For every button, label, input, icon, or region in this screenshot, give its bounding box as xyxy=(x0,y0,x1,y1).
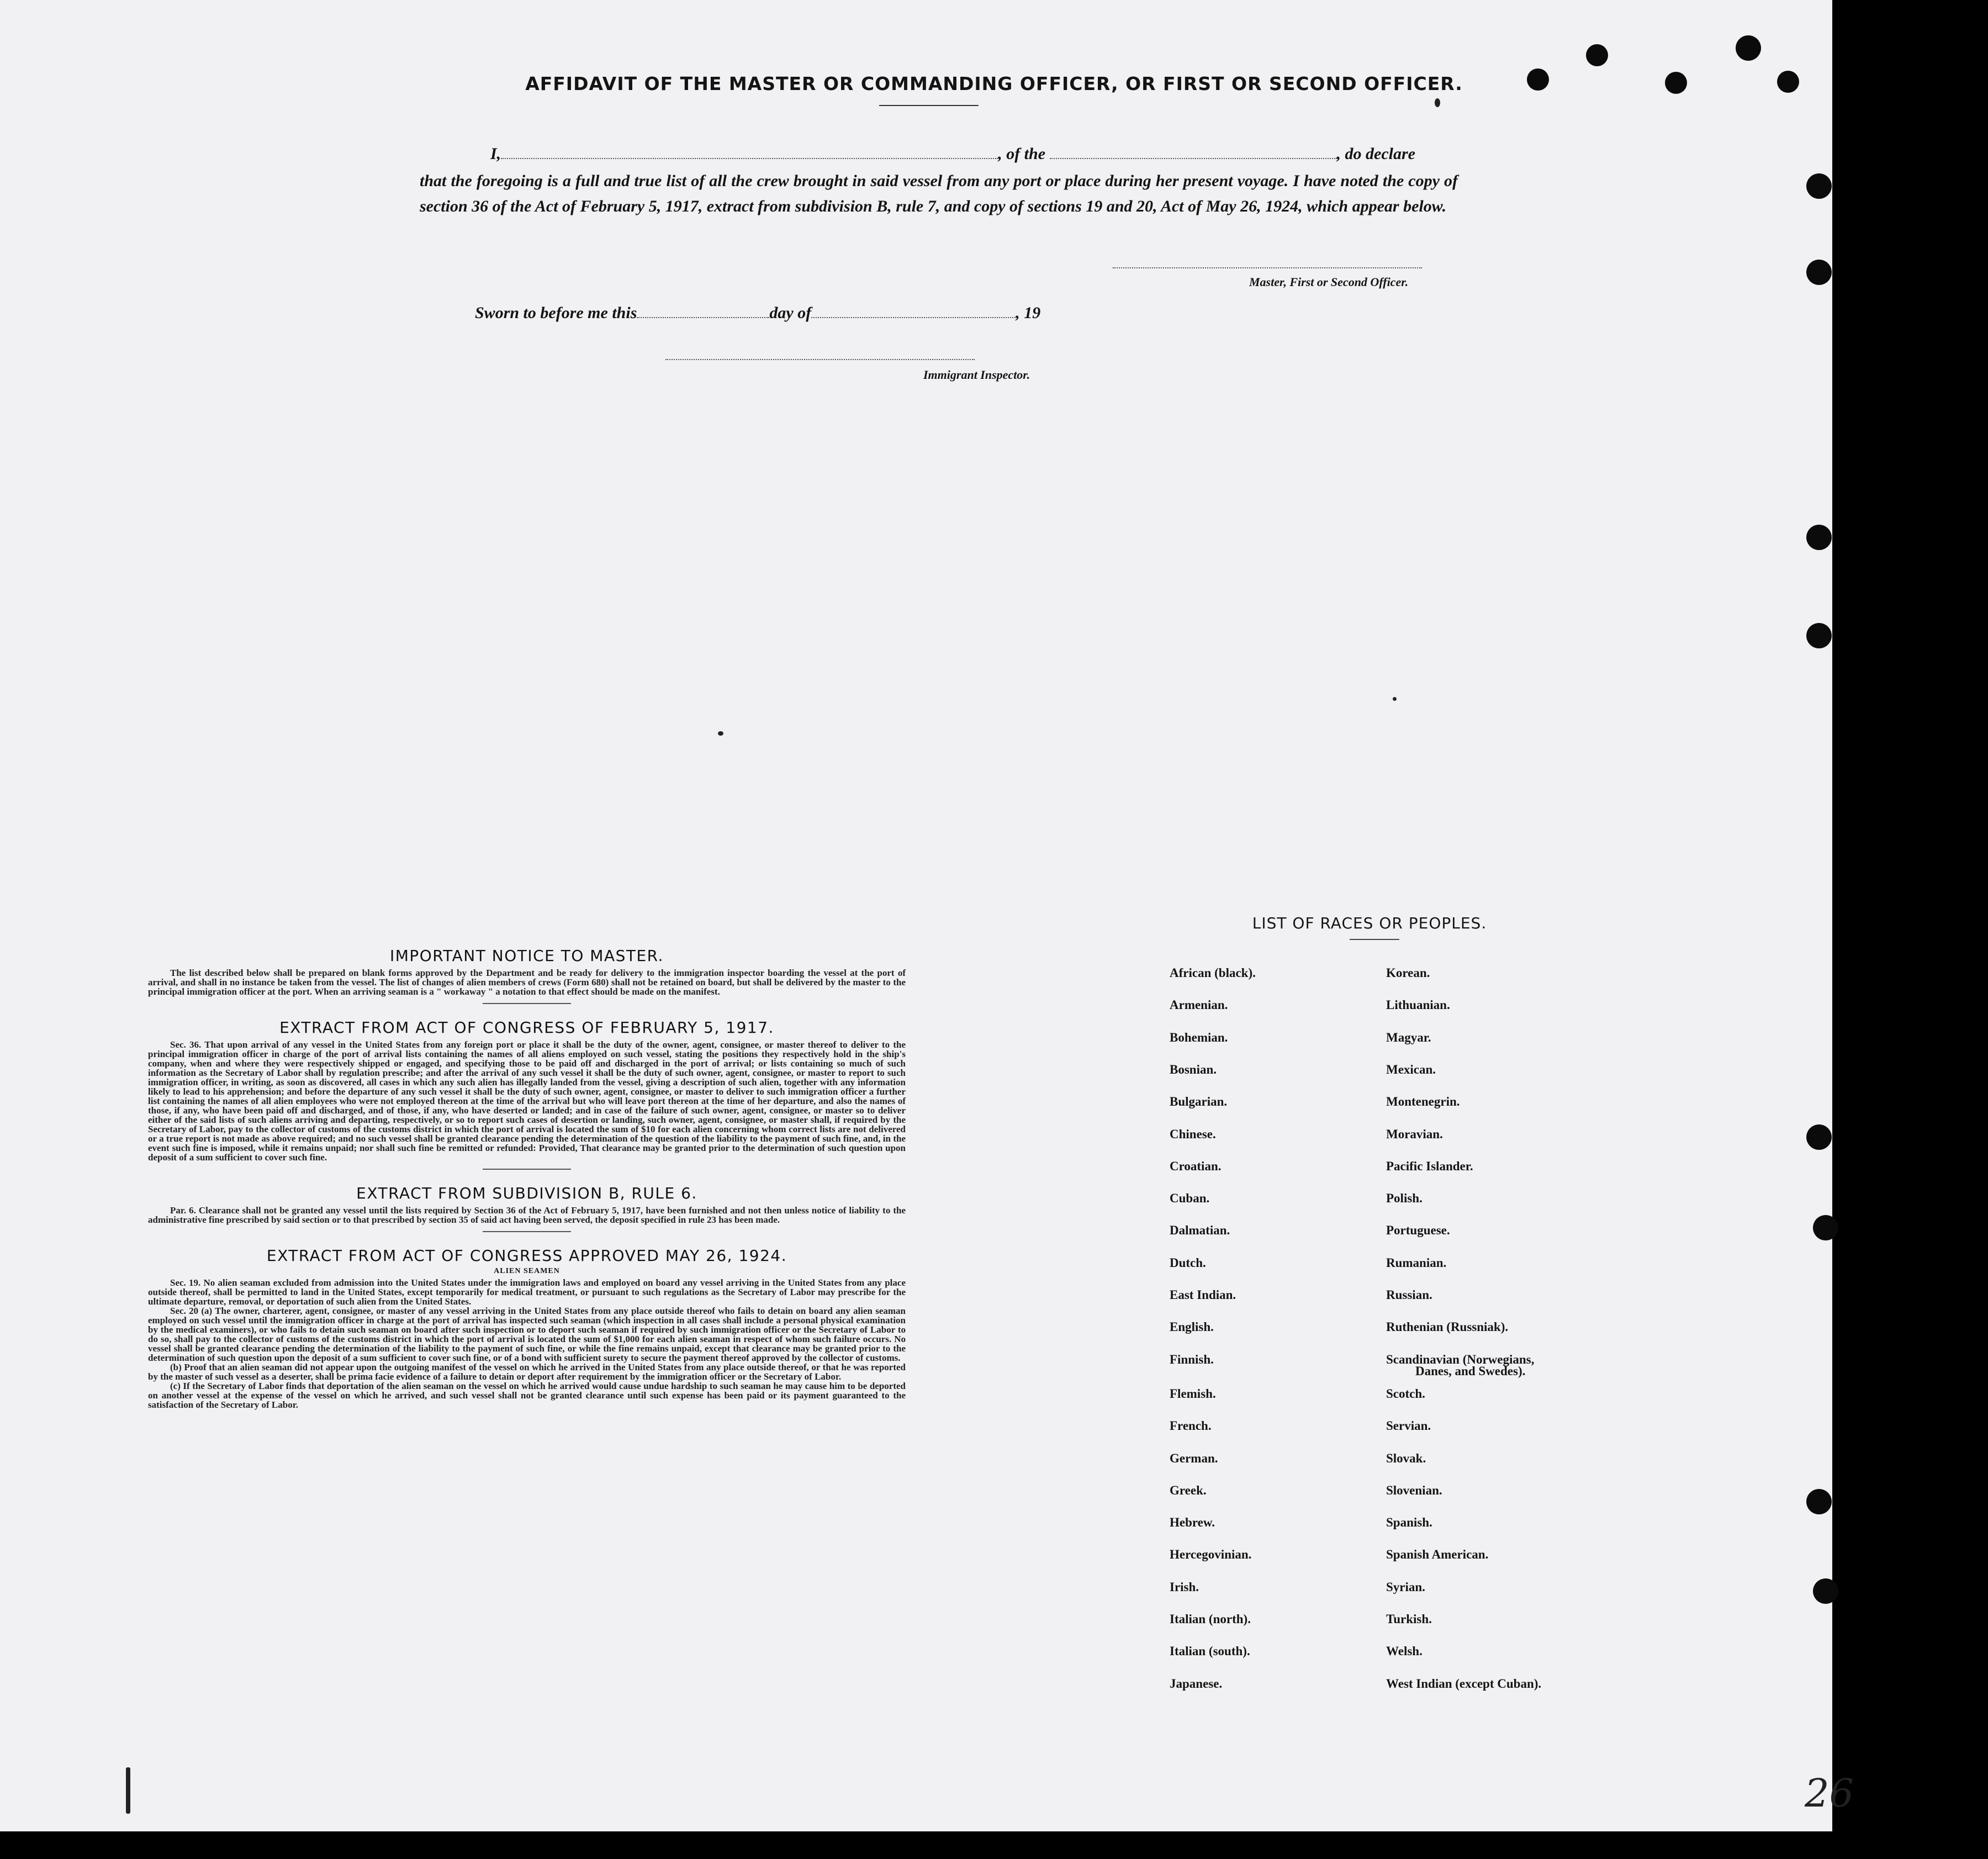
ink-speck xyxy=(1435,98,1440,107)
race-item: German. xyxy=(1170,1451,1218,1465)
name-blank[interactable] xyxy=(501,146,998,159)
race-item: French. xyxy=(1170,1419,1212,1433)
race-item: Cuban. xyxy=(1170,1191,1210,1205)
affidavit-title: AFFIDAVIT OF THE MASTER OR COMMANDING OFFICER, OR FIRST OR SECOND OFFICER. xyxy=(525,73,1463,94)
race-item: Bohemian. xyxy=(1170,1031,1228,1044)
rule6-title: EXTRACT FROM SUBDIVISION B, RULE 6. xyxy=(356,1184,697,1202)
sworn-month-blank[interactable] xyxy=(811,305,1016,318)
act1917-text: Sec. 36. That upon arrival of any vessel in the United States from any foreign port or place it shall be the duty of the owner, agent, consignee, or master thereof to deliver to the principal immigration officer in charge of the port of arrival lists containing the names of all aliens employed on such vessel, stating the positions they respectively hold in the ship's company, when and where they were respectively shipped or engaged, and specifying those to be paid off and discharged in the port of arrival; or lists containing so much of such information as the Secretary of Labor shall by regulation prescribe; and after the arrival of any such vessel it shall be the duty of such owner, agent, consignee, or master to report to such immigration officer, in writing, as soon as discovered, all cases in which any such alien has illegally landed from the vessel, giving a description of such alien, together with any information likely to lead to his apprehension; and before the departure of any such vessel it shall be the duty of such owner, agent, consignee, or master to deliver to such immigration officer a further list containing the names of all alien employees who were not employed thereon at the time of the arrival but who will leave port thereon at the time of her departure, and also the names of those, if any, who have been paid off and discharged, and of those, if any, who have deserted or landed; and in case of the failure of such owner, agent, consignee, or master so to deliver either of the said lists of such aliens arriving and departing, respectively, or so to report such cases of desertion or landing, such owner, agent, consignee, or master shall, if required by the Secretary of Labor, pay to the collector of customs of the customs district in which the port of arrival is located the sum of $10 for each alien concerning whom correct lists are not delivered or a true report is not made as above required; and no such vessel shall be granted clearance pending the determination of the question of the liability to the payment of such fine, and, in the event such fine is imposed, while it remains unpaid; nor shall such fine be remitted or refunded: Provided, That clearance may be granted prior to the determination of such question upon deposit of a sum sufficient to cover such fine. xyxy=(148,1039,906,1163)
race-item: Pacific Islander. xyxy=(1386,1159,1473,1173)
act1924-title: EXTRACT FROM ACT OF CONGRESS APPROVED MAY 26, 1924. xyxy=(266,1247,787,1265)
notices-column xyxy=(148,947,906,1409)
master-signature-caption: Master, First or Second Officer. xyxy=(1249,275,1409,289)
race-item: Polish. xyxy=(1386,1191,1423,1205)
race-item: Slovenian. xyxy=(1386,1483,1442,1497)
race-item: Magyar. xyxy=(1386,1031,1431,1044)
ink-speck xyxy=(1393,697,1397,701)
race-item: Italian (south). xyxy=(1170,1644,1250,1658)
race-item: West Indian (except Cuban). xyxy=(1386,1677,1542,1691)
race-item: Hebrew. xyxy=(1170,1515,1215,1529)
binder-hole xyxy=(1806,525,1832,550)
race-item: Chinese. xyxy=(1170,1127,1216,1141)
act1924-sec20b: (b) Proof that an alien seaman did not appear upon the outgoing manifest of the vessel on which he arrived in the United States from any place outside thereof, or that he was reported by the master of such vessel as a deserter, shall be prima facie evidence of a failure to detain or deport after requirement by the immigration officer or the Secretary of Labor. xyxy=(148,1362,906,1382)
binder-hole xyxy=(1813,1578,1838,1604)
binder-hole xyxy=(1813,1215,1838,1240)
race-item: Bosnian. xyxy=(1170,1063,1217,1076)
race-item: Spanish. xyxy=(1386,1515,1432,1529)
inspector-signature-line[interactable] xyxy=(665,359,975,360)
race-item: Scandinavian (Norwegians, xyxy=(1386,1353,1535,1366)
race-item: Portuguese. xyxy=(1386,1223,1450,1237)
binder-hole xyxy=(1665,72,1687,94)
race-item: Italian (north). xyxy=(1170,1612,1251,1626)
races-title-rule xyxy=(1350,939,1399,940)
sworn-day-of: day of xyxy=(769,304,812,322)
race-item: Irish. xyxy=(1170,1580,1199,1594)
race-item: Slovak. xyxy=(1386,1451,1426,1465)
binder-hole xyxy=(1806,623,1832,648)
race-item: Rumanian. xyxy=(1386,1256,1447,1270)
title-rule xyxy=(879,105,979,106)
race-item: Hercegovinian. xyxy=(1170,1548,1252,1561)
master-signature-line[interactable] xyxy=(1113,267,1422,268)
declaration-of-the: , of the xyxy=(998,145,1046,163)
race-item: Lithuanian. xyxy=(1386,998,1450,1012)
act1924-sec19: Sec. 19. No alien seaman excluded from admission into the United States under the immigration laws and employed on board any vessel arriving in the United States from any place outside thereof, shall be permitted to land in the United States, except temporarily for medical treatment, or pursuant to such regulations as the Secretary of Labor may prescribe for the ultimate departure, removal, or deportation of such alien from the United States. xyxy=(148,1277,906,1307)
race-item: Dutch. xyxy=(1170,1256,1206,1270)
section-rule xyxy=(483,1231,571,1232)
race-item: African (black). xyxy=(1170,966,1256,980)
declaration-first-line xyxy=(490,145,1415,163)
races-title: LIST OF RACES OR PEOPLES. xyxy=(1252,914,1487,932)
binder-hole xyxy=(1806,1124,1832,1150)
race-item: Montenegrin. xyxy=(1386,1095,1460,1108)
binder-hole xyxy=(1806,1489,1832,1514)
sworn-prefix: Sworn to before me this xyxy=(475,304,637,322)
race-item: Armenian. xyxy=(1170,998,1228,1012)
race-item: Scotch. xyxy=(1386,1387,1425,1401)
notice-text: The list described below shall be prepared on blank forms approved by the Department and be ready for delivery to the immigration inspector boarding the vessel at the port of arrival, and shall in no instance be taken from the vessel. The list of changes of alien members of crews (Form 680) shall not be retained on board, but shall be delivered by the master to the principal immigration officer at the port. When an arriving seaman is a " workaway " a notation to that effect should be made on the manifest. xyxy=(148,968,906,997)
ink-speck xyxy=(718,731,723,736)
ink-mark xyxy=(126,1767,130,1814)
sworn-year: , 19 xyxy=(1016,304,1041,322)
handwritten-page-number: 26 xyxy=(1805,1771,1854,1816)
race-item: Dalmatian. xyxy=(1170,1223,1230,1237)
section-rule xyxy=(483,1169,571,1170)
race-item: Bulgarian. xyxy=(1170,1095,1228,1108)
race-item: Mexican. xyxy=(1386,1063,1436,1076)
race-item: Syrian. xyxy=(1386,1580,1425,1594)
act1924-sec20c: (c) If the Secretary of Labor finds that deportation of the alien seaman on the vessel on which he arrived would cause undue hardship to such seaman he may cause him to be deported on another vessel at the expense of the vessel on which he arrived, and such vessel shall not be granted clearance until such expense has been paid or its payment guaranteed to the satisfaction of the Secretary of Labor. xyxy=(148,1381,906,1410)
race-item: English. xyxy=(1170,1320,1214,1334)
act1917-title: EXTRACT FROM ACT OF CONGRESS OF FEBRUARY 5, 1917. xyxy=(279,1018,774,1037)
race-item: Flemish. xyxy=(1170,1387,1216,1401)
binder-hole xyxy=(1736,35,1761,61)
race-item: Servian. xyxy=(1386,1419,1431,1433)
sworn-line xyxy=(475,304,1040,323)
binder-hole xyxy=(1586,44,1608,66)
binder-hole xyxy=(1806,260,1832,285)
race-item: Russian. xyxy=(1386,1288,1432,1302)
race-item: Ruthenian (Russniak). xyxy=(1386,1320,1509,1334)
declaration-i: I, xyxy=(490,145,501,163)
section-rule xyxy=(483,1003,571,1004)
race-item: Korean. xyxy=(1386,966,1430,980)
binder-hole xyxy=(1806,173,1832,199)
race-item: Greek. xyxy=(1170,1483,1207,1497)
race-item: Spanish American. xyxy=(1386,1548,1489,1561)
vessel-blank[interactable] xyxy=(1050,146,1337,159)
race-item: Japanese. xyxy=(1170,1677,1223,1691)
race-item: Finnish. xyxy=(1170,1353,1214,1366)
binder-hole xyxy=(1777,71,1799,93)
race-item: Turkish. xyxy=(1386,1612,1432,1626)
race-right-continuation: Danes, and Swedes). xyxy=(1415,1364,1526,1378)
race-item: East Indian. xyxy=(1170,1288,1236,1302)
rule6-text: Par. 6. Clearance shall not be granted any vessel until the lists required by Section 36 of the Act of February 5, 1917, have been furnished and not then unless notice of liability to the administrative fine prescribed by said section or to that prescribed by section 35 of said act having been served, the deposit specified in rule 23 has been made. xyxy=(148,1205,906,1225)
act1924-subtitle: ALIEN SEAMEN xyxy=(494,1267,560,1275)
sworn-day-blank[interactable] xyxy=(637,305,769,318)
inspector-signature-caption: Immigrant Inspector. xyxy=(923,368,1030,382)
declaration-body: that the foregoing is a full and true list of all the crew brought in said vessel from any port or place during her present voyage. I have noted the copy of section 36 of the Act of February 5, 1917, extract from subdivision B, rule 7, and copy of sections 19 and 20, Act of May 26, 1924, which appear below. xyxy=(420,172,1458,215)
notice-title: IMPORTANT NOTICE TO MASTER. xyxy=(389,947,664,965)
race-item: Moravian. xyxy=(1386,1127,1443,1141)
race-item: Welsh. xyxy=(1386,1644,1423,1658)
act1924-sec20a: Sec. 20 (a) The owner, charterer, agent, consignee, or master of any vessel arriving in the United States from any place outside thereof who fails to detain on board any alien seaman employed on such vessel until the immigration officer in charge at the port of arrival has inspected such seaman (which inspection in all cases shall include a personal physical examination by the medical examiners), or who fails to detain such seaman on board after such inspection or to deport such seaman if required by such immigration officer or the Secretary of Labor to do so, shall pay to the collector of customs of the customs district in which the port of arrival is located the sum of $1,000 for each alien seaman in respect of whom such failure occurs. No vessel shall be granted clearance pending the determination of the liability to the payment of such fine, or while the fine remains unpaid, except that clearance may be granted prior to the determination of such question upon the deposit of a sum sufficient to cover such fine, or of a bond with sufficient surety to secure the payment thereof approved by the collector of customs. xyxy=(148,1306,906,1363)
binder-hole xyxy=(1527,68,1549,91)
declaration-do-declare: , do declare xyxy=(1336,145,1415,163)
race-item: Croatian. xyxy=(1170,1159,1222,1173)
